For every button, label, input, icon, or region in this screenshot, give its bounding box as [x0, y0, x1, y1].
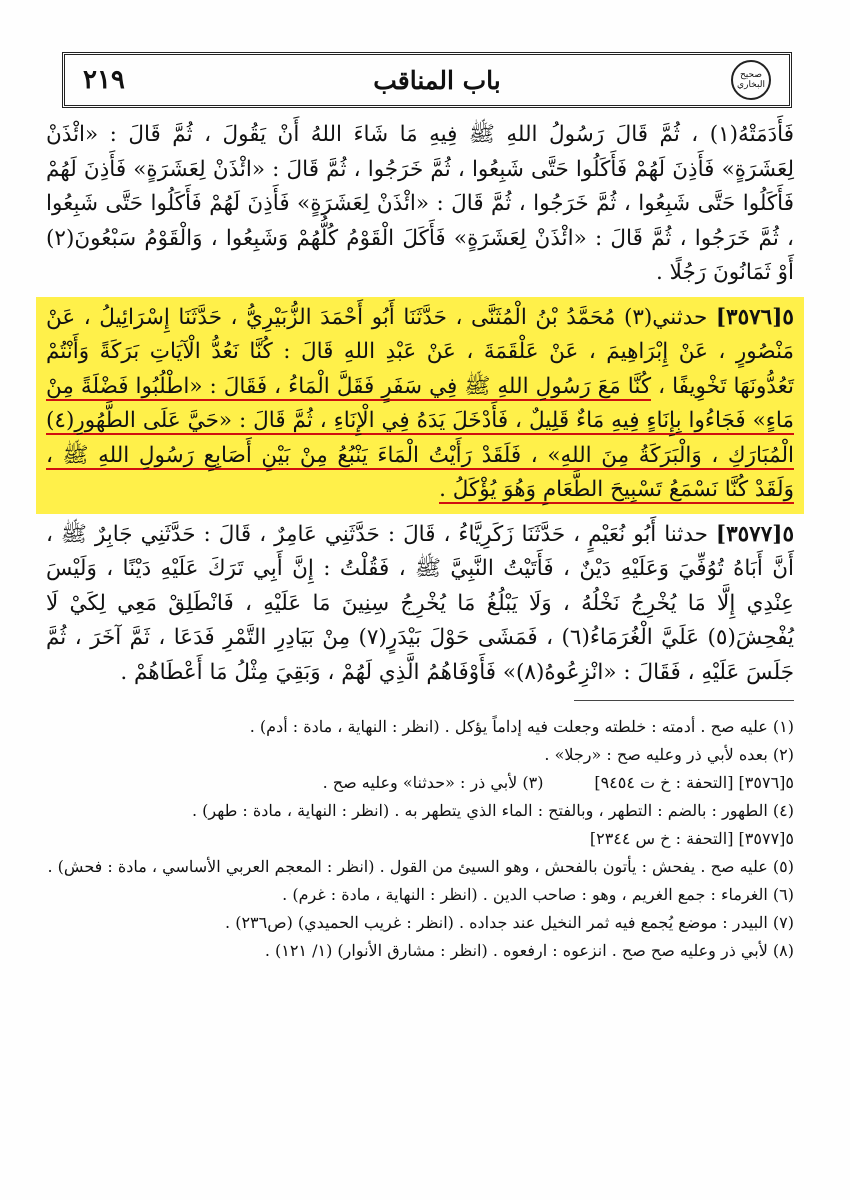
main-text: [46, 118, 794, 965]
footnote: ٥[٣٥٧٦] [التحفة : خ ت ٩٤٥٤] (٣) لأبي ذر : «حدثنا» وعليه صح .: [322, 773, 794, 792]
hadith-number: ٥[٣٥٧٦]: [715, 304, 794, 330]
hadith-number: ٥[٣٥٧٧]: [715, 521, 795, 547]
footnotes: [46, 713, 794, 965]
hadith-text: حدثنا أَبُو نُعَيْمٍ ، حَدَّثَنَا زَكَرِيَّاءُ ، قَالَ : حَدَّثَنِي عَامِرٌ ، قَالَ : حَدَّثَنِي جَابِرٌ ﷺ ، أَنَّ أَبَاهُ تُوُفِّيَ وَعَلَيْهِ دَيْنٌ ، فَأَتَيْتُ النَّبِيَّ ﷺ ، فَقُلْتُ : إِنَّ أَبِي تَرَكَ عَلَيْهِ دَيْنًا ، وَلَيْسَ عِنْدِي إِلَّا مَا يُخْرِجُ نَخْلُهُ ، وَلَا يَبْلُغُ مَا يُخْرِجُ سِنِينَ مَا عَلَيْهِ ، فَانْطَلِقْ مَعِي لِكَيْ لَا يُفْحِشَ(٥) عَلَيَّ الْغُرَمَاءُ(٦) ، فَمَشَى حَوْلَ بَيْدَرٍ(٧) مِنْ بَيَادِرِ التَّمْرِ فَدَعَا ، ثَمَّ آخَرَ ، ثُمَّ جَلَسَ عَلَيْهِ ، فَقَالَ : «انْزِعُوهُ(٨)» فَأَوْفَاهُمُ الَّذِي لَهُمْ ، وَبَقِيَ مِثْلُ مَا أَعْطَاهُمْ .: [46, 521, 794, 685]
book-seal-logo: [731, 60, 771, 100]
page-header: [62, 52, 792, 108]
seal-text: صحيح البخاري: [737, 70, 765, 90]
chapter-title: باب المناقب: [373, 65, 501, 95]
footnote: (٧) البيدر : موضع يُجمع فيه ثمر النخيل عند جداده . (انظر : غريب الحميدي) (ص٢٣٦) .: [225, 913, 794, 932]
footnote-separator: [574, 700, 794, 701]
hadith-3577: [46, 518, 794, 691]
footnote: ٥[٣٥٧٧] [التحفة : خ س ٢٣٤٤]: [589, 829, 794, 848]
paragraph-continuation: فَأَدَمَتْهُ(١) ، ثُمَّ قَالَ رَسُولُ اللهِ ﷺ فِيهِ مَا شَاءَ اللهُ أَنْ يَقُولَ ، ثُمَّ قَالَ : «ائْذَنْ لِعَشَرَةٍ» فَأَذِنَ لَهُمْ فَأَكَلُوا حَتَّى شَبِعُوا ، ثُمَّ خَرَجُوا ، ثُمَّ قَالَ : «ائْذَنْ لِعَشَرَةٍ» فَأَذِنَ لَهُمْ فَأَكَلُوا حَتَّى شَبِعُوا ، ثُمَّ خَرَجُوا ، ثُمَّ قَالَ : «ائْذَنْ لِعَشَرَةٍ» فَأَذِنَ لَهُمْ فَأَكَلُوا حَتَّى شَبِعُوا ، ثُمَّ خَرَجُوا ، ثُمَّ قَالَ : «ائْذَنْ لِعَشَرَةٍ» فَأَكَلَ الْقَوْمُ كُلُّهُمْ وَشَبِعُوا ، وَالْقَوْمُ سَبْعُونَ(٢) أَوْ ثَمَانُونَ رَجُلًا .: [46, 122, 794, 285]
hadith-text: حدثني(٣) مُحَمَّدُ بْنُ الْمُثَنَّى ، حَدَّثَنَا أَبُو أَحْمَدَ الزُّبَيْرِيُّ ، حَدَّثَنَا إِسْرَائِيلُ ، عَنْ مَنْصُورٍ ، عَنْ إِبْرَاهِيمَ ، عَنْ عَلْقَمَةَ ، عَنْ عَبْدِ اللهِ قَالَ : كُنَّا نَعُدُّ الْآيَاتِ بَرَكَةً وَأَنْتُمْ تَعُدُّونَهَا تَخْوِيفًا ،: [46, 304, 794, 399]
footnote: (٨) لأبي ذر وعليه صح صح . انزعوه : ارفعوه . (انظر : مشارق الأنوار) (١/ ١٢١) .: [264, 941, 794, 960]
underlined-text: كُنَّا مَعَ رَسُولِ اللهِ ﷺ فِي سَفَرٍ فَقَلَّ الْمَاءُ ، فَقَالَ : «اطْلُبُوا فَضْلَةً مِنْ مَاءٍ» فَجَاءُوا بِإِنَاءٍ فِيهِ مَاءٌ قَلِيلٌ ، فَأَدْخَلَ يَدَهُ فِي الْإِنَاءِ ، ثُمَّ قَالَ : «حَيَّ عَلَى الطَّهُورِ(٤) الْمُبَارَكِ ، وَالْبَرَكَةُ مِنَ اللهِ» ، فَلَقَدْ رَأَيْتُ الْمَاءَ يَنْبُعُ مِنْ بَيْنِ أَصَابِعِ رَسُولِ اللهِ ﷺ ، وَلَقَدْ كُنَّا نَسْمَعُ تَسْبِيحَ الطَّعَامِ وَهُوَ يُؤْكَلُ .: [46, 373, 794, 502]
footnote: (٦) الغرماء : جمع الغريم ، وهو : صاحب الدين . (انظر : النهاية ، مادة : غرم) .: [282, 885, 794, 904]
footnote: (٥) عليه صح . يفحش : يأتون بالفحش ، وهو السيئ من القول . (انظر : المعجم العربي الأساسي ، مادة : فحش) .: [47, 857, 794, 876]
footnote: (٢) بعده لأبي ذر وعليه صح : «رجلا» .: [544, 745, 794, 764]
hadith-3576-highlighted: [36, 297, 804, 514]
footnote: (١) عليه صح . أدمته : خلطته وجعلت فيه إداماً يؤكل . (انظر : النهاية ، مادة : أدم) .: [249, 717, 794, 736]
page-number: ٢١٩: [83, 65, 125, 95]
footnote: (٤) الطهور : بالضم : التطهر ، وبالفتح : الماء الذي يتطهر به . (انظر : النهاية ، مادة : طهر) .: [191, 801, 794, 820]
